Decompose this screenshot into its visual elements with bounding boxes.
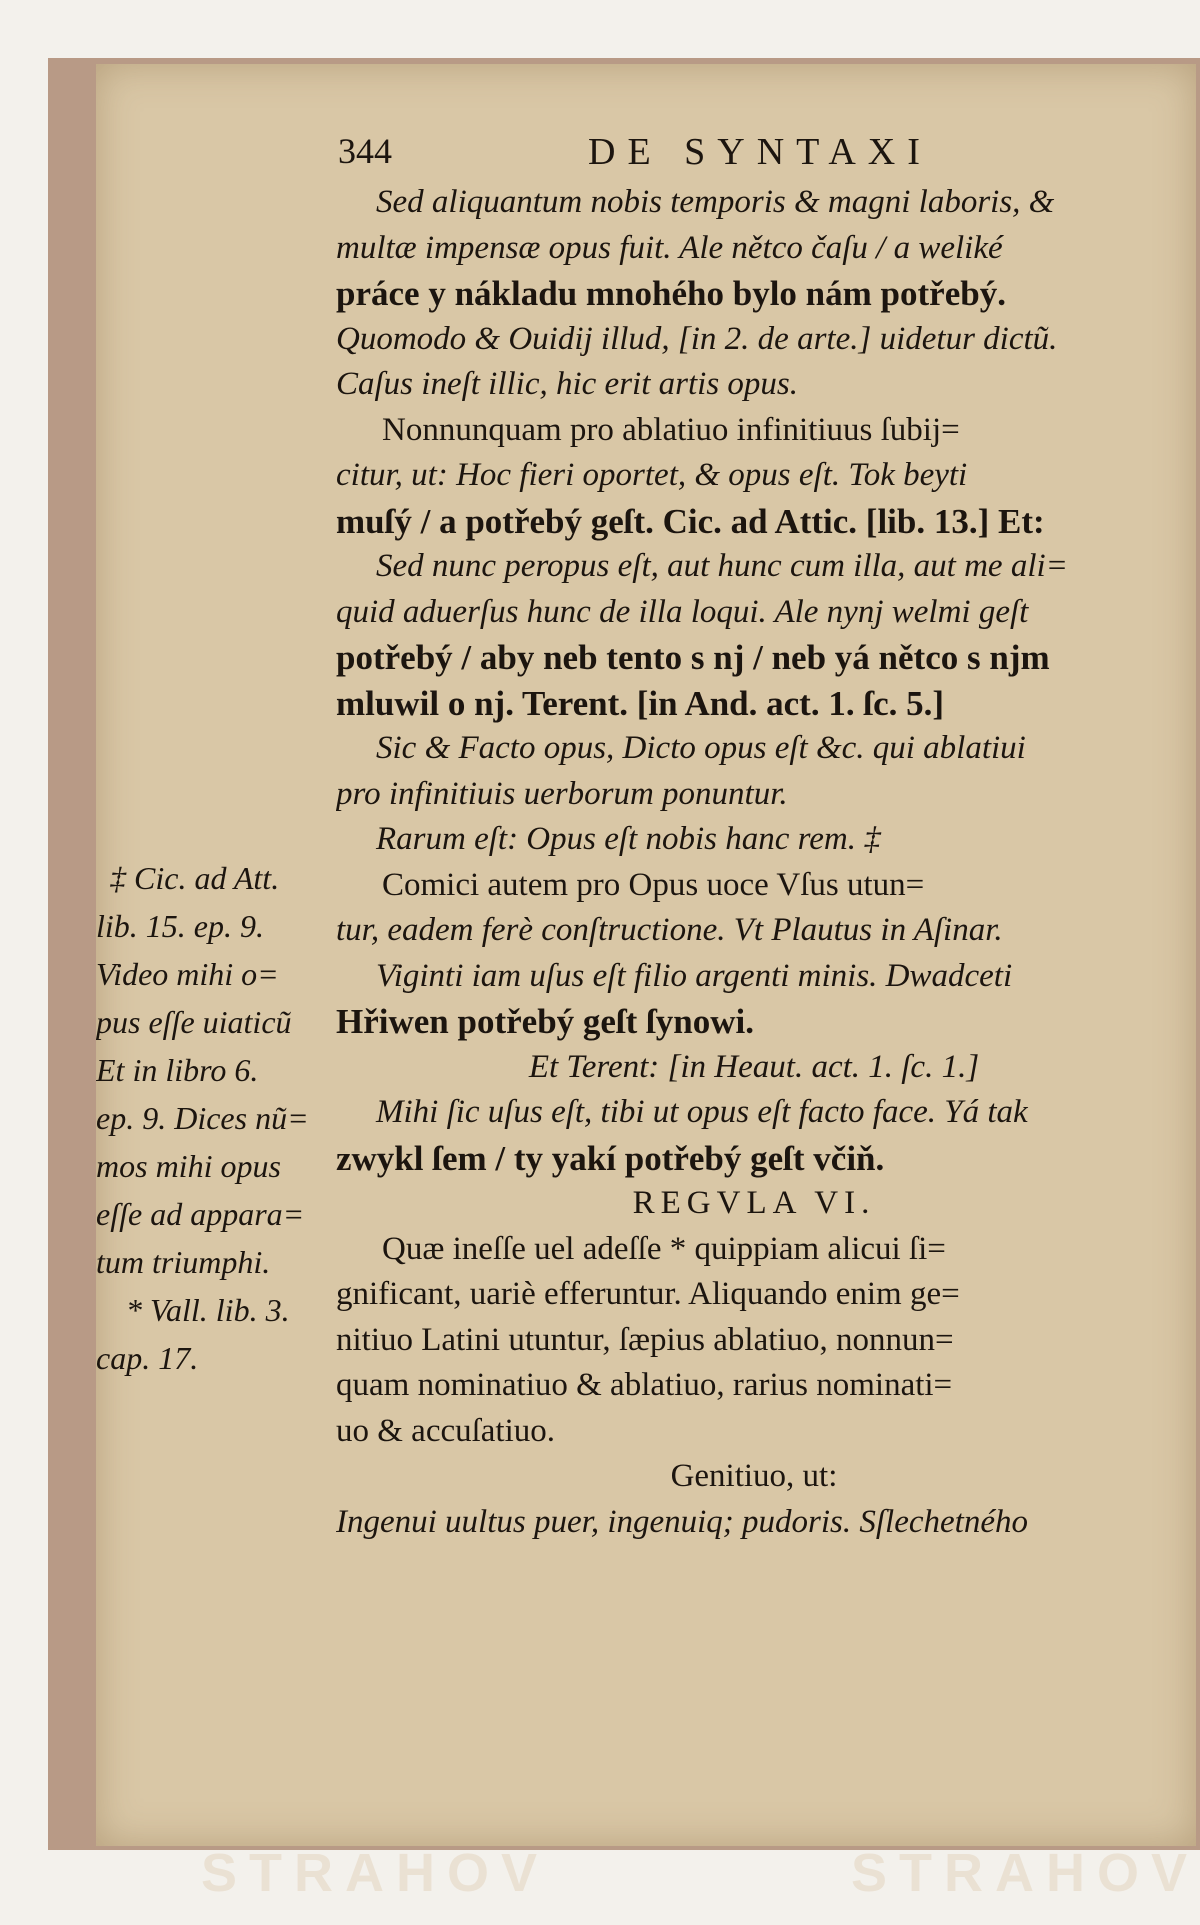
margin-line: tum triumphi. — [96, 1244, 271, 1280]
text-line: Comici autem pro Opus uoce Vſus utun= — [382, 866, 925, 903]
text-line: Sic & Facto opus, Dicto opus eſt &c. qui ablatiui — [376, 730, 1026, 766]
watermark-left: STRAHOV — [201, 1843, 550, 1903]
text-line: Hřiwen potřebý geſt ſynowi. — [336, 1002, 755, 1041]
text-line: Mihi ſic uſus eſt, tibi ut opus eſt facto face. Yá tak — [376, 1094, 1028, 1130]
text-line: Rarum eſt: Opus eſt nobis hanc rem. ‡ — [376, 821, 881, 857]
margin-line: eſſe ad appara= — [96, 1196, 305, 1232]
text-line: zwykl ſem / ty yakí potřebý geſt včiň. — [336, 1138, 885, 1178]
margin-line: pus eſſe uiaticũ — [96, 1004, 292, 1040]
margin-line: Et in libro 6. — [96, 1052, 259, 1088]
text-line: gnificant, uariè efferuntur. Aliquando enim ge= — [336, 1276, 960, 1312]
text-line: Et Terent: [in Heaut. act. 1. ſc. 1.] — [528, 1048, 980, 1085]
margin-line: * Vall. lib. 3. — [126, 1292, 290, 1328]
margin-line: ep. 9. Dices nũ= — [96, 1100, 309, 1136]
text-line: Quæ ineſſe uel adeſſe * quippiam alicui ſi= — [382, 1230, 946, 1267]
margin-line: Video mihi o= — [96, 956, 279, 992]
margin-line: ‡ Cic. ad Att. — [110, 860, 280, 896]
section-heading: REGVLA VI. — [632, 1185, 876, 1221]
body-text — [336, 180, 1172, 1545]
book-page — [96, 64, 1200, 1903]
text-line: muſý / a potřebý geſt. Cic. ad Attic. [lib. 13.] Et: — [336, 501, 1045, 541]
text-line: multæ impensæ opus fuit. Ale nětco čaſu / a weliké — [336, 229, 1003, 266]
text-line: quid aduerſus hunc de illa loqui. Ale nynj welmi geſt — [336, 593, 1029, 630]
text-line: uo & accuſatiuo. — [336, 1412, 556, 1449]
text-line: quam nominatiuo & ablatiuo, rarius nominati= — [336, 1367, 953, 1403]
text-line: mluwil o nj. Terent. [in And. act. 1. ſc. 5.] — [336, 683, 945, 723]
text-line: tur, eadem ferè conſtructione. Vt Plautus in Aſinar. — [336, 912, 1003, 948]
page-header — [338, 130, 1038, 178]
text-line: Quomodo & Ouidij illud, [in 2. de arte.] uidetur dictũ. — [336, 320, 1058, 357]
text-line: Viginti iam uſus eſt filio argenti minis. Dwadceti — [376, 957, 1013, 994]
text-line: Nonnunquam pro ablatiuo infinitiuus ſubij= — [382, 411, 960, 448]
margin-line: cap. 17. — [96, 1340, 199, 1376]
text-line: citur, ut: Hoc fieri oportet, & opus eſt. Tok beyti — [336, 457, 968, 493]
page-number: 344 — [338, 131, 392, 171]
text-line: pro infinitiuis uerborum ponuntur. — [336, 775, 788, 812]
text-line: práce y nákladu mnohého bylo nám potřebý. — [336, 274, 1006, 313]
text-line: nitiuo Latini utuntur, ſæpius ablatiuo, nonnun= — [336, 1321, 954, 1358]
text-line: Ingenui uultus puer, ingenuiq; pudoris. Sſlechetného — [336, 1503, 1028, 1540]
text-line: Sed nunc peropus eſt, aut hunc cum illa, aut me ali= — [376, 548, 1068, 584]
text-line: Genitiuo, ut: — [670, 1458, 838, 1494]
margin-note — [96, 854, 318, 1382]
text-line: Caſus ineſt illic, hic erit artis opus. — [336, 366, 798, 402]
text-line: potřebý / aby neb tento s nj / neb yá nětco s njm — [336, 638, 1050, 677]
margin-line: mos mihi opus — [96, 1148, 281, 1184]
running-head: DE SYNTAXI — [588, 131, 932, 173]
margin-line: lib. 15. ep. 9. — [96, 908, 264, 944]
watermark-right: STRAHOV — [851, 1843, 1200, 1903]
text-line: Sed aliquantum nobis temporis & magni laboris, & — [376, 184, 1055, 220]
